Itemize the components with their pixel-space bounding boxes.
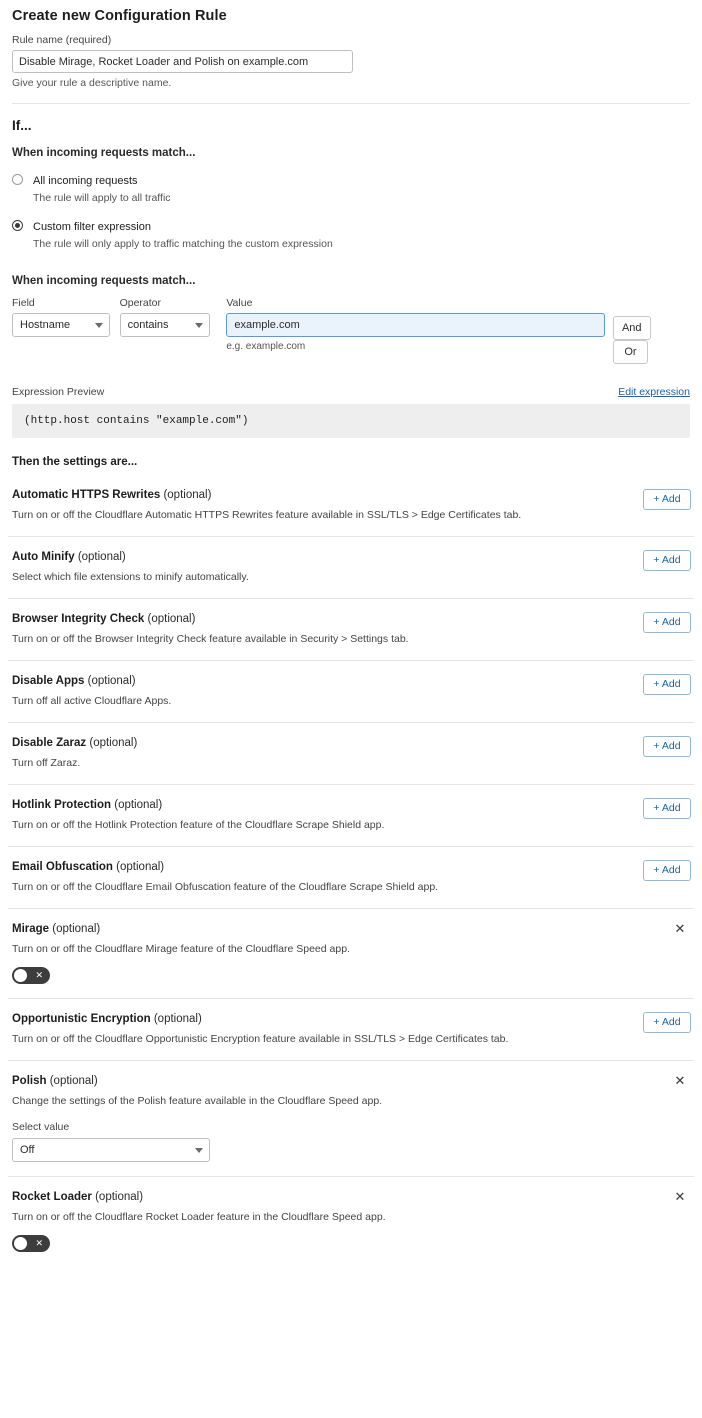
setting-optional: (optional) [95, 1191, 144, 1203]
setting-title: Rocket Loader [12, 1191, 92, 1203]
close-icon[interactable]: ✕ [672, 1073, 688, 1089]
radio-icon-custom-filter[interactable] [12, 220, 23, 231]
value-hint: e.g. example.com [226, 341, 306, 352]
setting-optional: (optional) [49, 1075, 98, 1087]
filter-buttons [613, 297, 694, 364]
setting-description: Turn on or off the Cloudflare Mirage feature of the Cloudflare Speed app. [12, 943, 350, 955]
add-button[interactable]: + Add [643, 550, 691, 571]
mirage-toggle[interactable] [12, 967, 50, 984]
incoming-match-label: When incoming requests match... [12, 147, 196, 159]
setting-title: Hotlink Protection [12, 799, 112, 811]
chevron-down-icon [195, 323, 203, 328]
value-input[interactable] [226, 313, 605, 337]
value-column [226, 297, 605, 352]
rule-name-group [8, 34, 694, 89]
polish-select[interactable] [12, 1138, 210, 1162]
polish-select-value: Off [20, 1144, 35, 1156]
setting-description: Turn on or off the Cloudflare Email Obfuscation feature of the Cloudflare Scrape Shield app. [12, 881, 439, 893]
setting-disable-zaraz [8, 722, 694, 784]
filter-row [12, 297, 694, 364]
rule-name-input[interactable] [12, 50, 353, 73]
setting-description: Turn on or off the Cloudflare Opportunistic Encryption feature available in SSL/TLS > Edge Certificates tab. [12, 1033, 509, 1045]
field-select-value: Hostname [20, 319, 71, 331]
edit-expression-link[interactable]: Edit expression [618, 386, 690, 398]
add-button[interactable]: + Add [643, 798, 691, 819]
rocket-loader-toggle[interactable] [12, 1235, 50, 1252]
setting-title: Disable Apps [12, 675, 85, 687]
radio-icon-all-requests[interactable] [12, 174, 23, 185]
setting-optional: (optional) [87, 675, 136, 687]
radio-option-custom-filter[interactable] [12, 217, 694, 251]
setting-title: Email Obfuscation [12, 861, 113, 873]
setting-hotlink-protection [8, 784, 694, 846]
setting-mirage [8, 908, 694, 998]
setting-title: Opportunistic Encryption [12, 1013, 151, 1025]
close-icon[interactable]: ✕ [672, 921, 688, 937]
setting-disable-apps [8, 660, 694, 722]
rule-name-label: Rule name (required) [12, 34, 112, 46]
chevron-down-icon [95, 323, 103, 328]
add-button[interactable]: + Add [643, 860, 691, 881]
settings-list [8, 476, 694, 1266]
field-column [12, 297, 110, 337]
expression-header [12, 386, 690, 398]
setting-optional: (optional) [114, 799, 163, 811]
toggle-knob [14, 969, 27, 982]
or-button[interactable]: Or [613, 340, 648, 364]
setting-optional: (optional) [77, 551, 126, 563]
toggle-knob [14, 1237, 27, 1250]
field-select[interactable] [12, 313, 110, 337]
radio-option-all-requests[interactable] [12, 171, 694, 205]
page-title: Create new Configuration Rule [12, 8, 227, 24]
operator-select-value: contains [127, 319, 169, 331]
setting-description: Turn on or off the Cloudflare Rocket Loader feature in the Cloudflare Speed app. [12, 1211, 386, 1223]
setting-rocket-loader [8, 1176, 694, 1266]
toggle-off-icon: ✕ [35, 970, 43, 980]
setting-title: Auto Minify [12, 551, 75, 563]
if-section-title: If... [12, 118, 32, 133]
setting-optional: (optional) [147, 613, 196, 625]
add-button[interactable]: + Add [643, 1012, 691, 1033]
chevron-down-icon [195, 1148, 203, 1153]
add-button[interactable]: + Add [643, 674, 691, 695]
radio-desc-custom-filter: The rule will only apply to traffic matching the custom expression [33, 238, 333, 250]
setting-optional: (optional) [163, 489, 212, 501]
add-button[interactable]: + Add [643, 489, 691, 510]
operator-label: Operator [119, 297, 162, 309]
setting-title: Automatic HTTPS Rewrites [12, 489, 161, 501]
setting-polish [8, 1060, 694, 1176]
operator-column [120, 297, 211, 337]
setting-optional: (optional) [153, 1013, 202, 1025]
divider [12, 103, 690, 104]
setting-automatic-https-rewrites [8, 476, 694, 536]
expression-preview-box: (http.host contains "example.com") [12, 404, 690, 438]
setting-email-obfuscation [8, 846, 694, 908]
toggle-off-icon: ✕ [35, 1238, 43, 1248]
setting-optional: (optional) [52, 923, 101, 935]
radio-desc-all-requests: The rule will apply to all traffic [33, 192, 171, 204]
then-settings-title: Then the settings are... [12, 456, 138, 468]
setting-description: Turn off Zaraz. [12, 757, 81, 769]
rule-name-help: Give your rule a descriptive name. [12, 77, 172, 89]
polish-select-label: Select value [12, 1121, 70, 1133]
setting-description: Turn on or off the Hotlink Protection feature of the Cloudflare Scrape Shield app. [12, 819, 385, 831]
setting-browser-integrity-check [8, 598, 694, 660]
add-button[interactable]: + Add [643, 736, 691, 757]
setting-opportunistic-encryption [8, 998, 694, 1060]
radio-label-custom-filter: Custom filter expression [33, 221, 151, 233]
setting-description: Turn off all active Cloudflare Apps. [12, 695, 172, 707]
value-label: Value [226, 297, 253, 309]
setting-title: Browser Integrity Check [12, 613, 145, 625]
operator-select[interactable] [120, 313, 211, 337]
setting-description: Turn on or off the Cloudflare Automatic HTTPS Rewrites feature available in SSL/TLS > Edge Certificates tab. [12, 509, 522, 521]
expression-preview-label: Expression Preview [12, 386, 105, 398]
setting-title: Mirage [12, 923, 50, 935]
setting-optional: (optional) [89, 737, 138, 749]
field-label: Field [12, 297, 35, 309]
filter-match-label: When incoming requests match... [12, 275, 196, 287]
radio-label-all-requests: All incoming requests [33, 175, 138, 187]
setting-description: Change the settings of the Polish feature available in the Cloudflare Speed app. [12, 1095, 383, 1107]
setting-auto-minify [8, 536, 694, 598]
close-icon[interactable]: ✕ [672, 1189, 688, 1205]
and-button[interactable]: And [613, 316, 651, 340]
setting-description: Select which file extensions to minify automatically. [12, 571, 249, 583]
setting-description: Turn on or off the Browser Integrity Check feature available in Security > Settings tab. [12, 633, 409, 645]
add-button[interactable]: + Add [643, 612, 691, 633]
setting-optional: (optional) [116, 861, 165, 873]
setting-title: Polish [12, 1075, 47, 1087]
setting-title: Disable Zaraz [12, 737, 87, 749]
